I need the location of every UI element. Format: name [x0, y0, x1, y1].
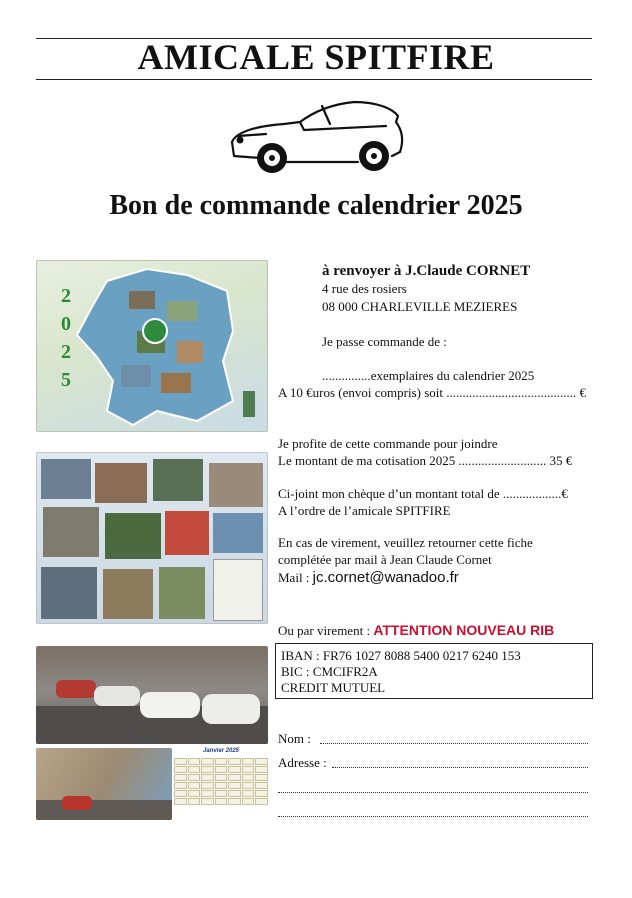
road-convoy-photo	[36, 646, 268, 744]
address-city: 08 000 CHARLEVILLE MEZIERES	[322, 299, 518, 314]
address-label: Adresse :	[278, 755, 327, 770]
bottom-rule	[36, 79, 592, 80]
order-copies-line: ...............exemplaires du calendrier 2025	[322, 368, 535, 383]
order-price-line: A 10 €uros (envoi compris) soit ........................................ €	[278, 385, 587, 400]
photo-collage-image	[36, 452, 268, 624]
year-digit: 2	[61, 341, 71, 363]
year-digit: 5	[61, 369, 71, 391]
cheque-line-1: Ci-joint mon chèque d’un montant total de ..................€	[278, 486, 568, 501]
rib-box	[275, 643, 593, 699]
year-digit: 0	[61, 313, 71, 335]
order-form-title: Bon de commande calendrier 2025	[109, 190, 523, 221]
spitfire-car-illustration	[226, 96, 408, 186]
transfer-line-1: En cas de virement, veuillez retourner cette fiche	[278, 535, 533, 550]
iban: IBAN : FR76 1027 8088 5400 0217 6240 153	[281, 648, 521, 663]
virement-row	[278, 622, 554, 640]
address-field-line-2[interactable]	[278, 792, 588, 793]
order-intro: Je passe commande de :	[322, 334, 447, 349]
membership-line-1: Je profite de cette commande pour joindre	[278, 436, 498, 451]
mail-label: Mail :	[278, 570, 313, 585]
name-label: Nom :	[278, 731, 311, 746]
address-field-line-3[interactable]	[278, 816, 588, 817]
address-field-line-1[interactable]	[332, 767, 588, 768]
year-digit: 2	[61, 285, 71, 307]
transfer-line-2: complétée par mail à Jean Claude Cornet	[278, 552, 492, 567]
calendar-grid	[174, 758, 268, 805]
virement-label: Ou par virement :	[278, 623, 374, 638]
cheque-line-2: A l’ordre de l’amicale SPITFIRE	[278, 503, 451, 518]
calendar-preview	[174, 748, 268, 820]
address-street: 4 rue des rosiers	[322, 281, 407, 296]
mail-address-link[interactable]: jc.cornet@wanadoo.fr	[312, 569, 459, 586]
coastal-road-photo	[36, 748, 172, 820]
membership-line-2: Le montant de ma cotisation 2025 ........................... 35 €	[278, 453, 573, 468]
mail-row	[278, 569, 459, 587]
bic: BIC : CMCIFR2A	[281, 664, 378, 679]
new-rib-alert: ATTENTION NOUVEAU RIB	[373, 622, 555, 638]
send-to-heading: à renvoyer à J.Claude CORNET	[322, 263, 531, 279]
page-title: AMICALE SPITFIRE	[137, 37, 495, 77]
bank-name: CREDIT MUTUEL	[281, 680, 386, 695]
name-field[interactable]	[320, 743, 588, 744]
map-year-digits	[56, 282, 76, 394]
calendar-month: Janvier 2025	[202, 748, 240, 754]
